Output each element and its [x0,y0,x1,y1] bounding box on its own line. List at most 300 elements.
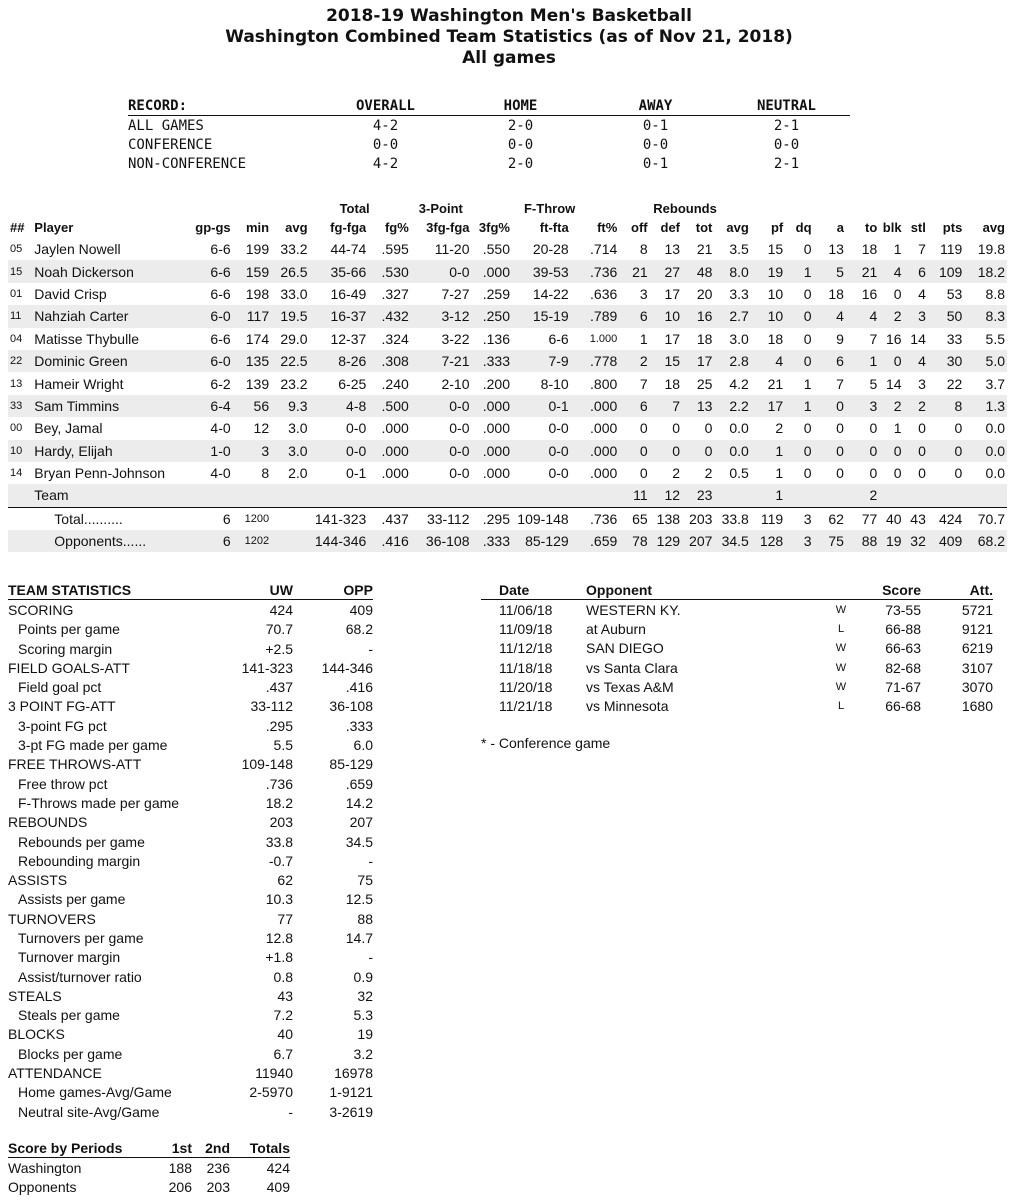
record-label: ALL GAMES [128,117,204,134]
stat-cell: 7 [869,330,878,347]
team-stat-uw: 5.5 [273,737,293,754]
stat-cell: 3 [233,440,271,462]
stat-cell: 0-0 [411,260,472,282]
team-stats-header: OPP [293,580,373,600]
stat-cell: 139 [245,375,270,392]
record-header-row [128,96,850,116]
column-header: gp-gs [195,220,231,235]
team-stat-row [8,832,373,851]
player-row [8,350,1007,372]
stat-cell: 1 [893,241,902,258]
schedule-row [481,639,993,658]
stat-cell: 16-49 [330,285,367,302]
stat-cell: 2 [846,484,879,507]
team-stat-opp: 88 [357,910,373,927]
stat-cell: 18 [828,285,844,302]
record-value: 0-0 [372,136,399,153]
stat-cell [571,484,620,507]
stat-cell: .736 [571,507,620,530]
stat-cell: 15 [767,241,784,258]
player-name: David Crisp [34,285,107,302]
column-header: avg [982,220,1005,235]
team-stat-uw: .437 [265,679,293,696]
schedule-header-date: Date [481,580,586,600]
team-stat-label: Points per game [18,621,120,638]
stat-cell: 199 [245,241,270,258]
periods-row [8,1158,290,1178]
team-stat-opp: 75 [357,872,373,889]
stat-cell: 0-0 [411,440,472,462]
team-stat-row [8,774,373,793]
team-stat-uw: 62 [277,872,293,889]
stat-cell: 3.5 [729,241,749,258]
team-stat-uw: +1.8 [265,949,293,966]
stat-cell: 0 [672,420,681,437]
team-stat-opp: 12.5 [345,891,373,908]
game-score: 66-63 [885,640,921,657]
game-score: 73-55 [885,601,921,618]
team-stat-uw: 70.7 [265,621,293,638]
team-stat-row [8,1044,373,1063]
stat-cell: 159 [233,260,271,282]
record-row [128,154,850,173]
stat-cell [904,484,928,507]
stat-cell: 129 [650,530,682,552]
record-value: 4-2 [372,155,399,172]
column-header: 3fg% [478,220,510,235]
total-label: Opponents...... [32,530,182,552]
stat-cell: 1200 [233,507,271,530]
stat-cell: 0 [785,440,813,462]
stat-cell: 0 [619,440,649,462]
stat-cell: 6-6 [548,330,569,347]
team-stat-row [8,658,373,677]
stat-cell [8,484,32,507]
stat-cell: 33.8 [714,507,750,530]
stat-cell: 5 [869,375,878,392]
schedule-table [481,580,993,751]
stat-cell: 88 [846,530,879,552]
stat-cell: 128 [751,530,785,552]
stat-cell: 19 [879,530,903,552]
game-attendance: 1680 [961,698,993,715]
stat-cell: 3.3 [729,285,749,302]
stat-cell: 1202 [233,530,271,552]
team-stat-label: Assists per game [18,891,126,908]
stat-cell: 27 [650,260,682,282]
team-stat-row [8,1083,373,1102]
team-stat-row [8,870,373,889]
periods-row [8,1178,290,1198]
stat-cell: 174 [245,330,270,347]
stat-cell: .714 [590,241,618,258]
stat-cell: 0 [893,285,902,302]
stat-cell: 48 [682,260,714,282]
team-stat-uw: 7.2 [273,1007,293,1024]
stat-cell: .659 [571,530,620,552]
game-date: 11/21/18 [499,698,553,715]
stat-cell: .000 [571,395,620,417]
team-stat-opp: 14.2 [345,794,373,811]
stat-cell: 39-53 [512,260,571,282]
record-value: 4-2 [372,117,399,134]
game-score: 82-68 [885,659,921,676]
game-date: 11/12/18 [499,640,553,657]
schedule-header-row [481,580,993,600]
stat-cell: 0 [803,420,812,437]
stat-cell: 6 [619,395,649,417]
stat-cell: 3 [639,285,648,302]
team-stat-label: Turnovers per game [18,929,144,946]
game-score: 71-67 [885,678,921,695]
stat-cell: 25 [696,375,713,392]
column-header: pf [770,220,784,235]
stat-cell: .000 [482,420,510,437]
stat-cell: 0.0 [985,420,1005,437]
record-value: 0-0 [773,136,800,153]
game-score: 66-68 [885,698,921,715]
stat-cell: .000 [472,260,512,282]
stat-cell: 30 [928,350,964,372]
stat-cell: 1 [846,350,879,372]
team-stat-row [8,1063,373,1082]
total-label: Total.......... [32,507,182,530]
game-opponent: SAN DIEGO [586,640,664,657]
stat-cell: .437 [368,507,411,530]
schedule-row [481,619,993,638]
stat-cell: 6-2 [210,375,231,392]
column-header: def [660,220,681,235]
player-row [8,328,1007,350]
stat-cell: 8.8 [985,285,1005,302]
column-header: tot [695,220,713,235]
stat-cell: 8 [261,465,270,482]
stat-cell: 0 [918,420,926,437]
team-stat-uw: +2.5 [265,640,293,657]
game-result: L [837,700,845,713]
team-stat-row [8,639,373,658]
report-title [0,6,1018,69]
game-date: 11/06/18 [499,601,553,618]
player-stats-table [8,199,1007,552]
stat-cell: 0 [639,465,648,482]
team-stat-row [8,1025,373,1044]
player-row [8,260,1007,282]
stat-cell: .333 [472,530,512,552]
stat-cell: 1 [751,440,785,462]
stat-cell: 43 [904,507,928,530]
stat-cell: 11 [8,305,32,327]
stat-cell: 7 [650,395,682,417]
stat-cell: .259 [482,285,510,302]
stat-cell: 21 [846,260,879,282]
team-stat-opp: 68.2 [345,621,373,638]
stat-cell: 0 [785,305,813,327]
stat-cell: 32 [904,530,928,552]
stat-cell: 119 [939,241,963,258]
group-header-rebounds: Rebounds [653,200,717,216]
stat-cell: 13 [664,241,681,258]
stat-cell: 34.5 [714,530,750,552]
stat-cell [8,507,32,530]
stat-cell: 135 [233,350,271,372]
stat-cell: .250 [472,305,512,327]
column-header: a [836,220,844,235]
stat-cell: 7 [639,375,648,392]
team-stat-uw: 77 [277,910,293,927]
stat-cell: 26.5 [271,260,309,282]
team-stat-label: Scoring margin [18,640,113,657]
stat-cell: 0.0 [985,465,1005,482]
stat-cell: 18 [664,375,681,392]
team-stat-opp: - [368,949,373,966]
stat-cell: 2 [672,465,681,482]
column-header: fg% [384,220,409,235]
stat-cell: 1.3 [964,395,1007,417]
team-stat-row [8,909,373,928]
stat-cell [512,484,571,507]
team-stat-uw: 2-5970 [249,1084,293,1101]
stat-cell [472,484,512,507]
stat-cell [271,507,309,530]
opponent-total-row [8,530,1007,552]
player-row [8,484,1007,507]
stat-cell: 3.7 [985,375,1005,392]
stat-cell [714,484,750,507]
stat-cell [814,484,846,507]
score-by-periods-table [8,1138,290,1197]
game-result: W [835,661,847,674]
periods-score: 203 [206,1179,230,1196]
stat-cell: 0-0 [548,465,569,482]
stat-cell: 12 [253,420,270,437]
stat-cell: 0 [869,420,878,437]
periods-header: Score by Periods [8,1138,148,1158]
stat-cell: .000 [571,440,620,462]
stat-cell: 0-1 [346,465,367,482]
title-line-2: Washington Combined Team Statistics (as of Nov 21, 2018) [225,27,793,47]
stat-cell: 6-6 [210,285,231,302]
stat-cell: 0 [846,440,879,462]
game-score: 66-88 [885,620,921,637]
team-stat-opp: 3-2619 [329,1103,373,1120]
stat-cell: 19.5 [271,305,309,327]
stat-cell: 19.8 [977,241,1005,258]
stat-cell: 4 [814,305,846,327]
team-stat-row [8,986,373,1005]
stat-cell [368,484,411,507]
stat-cell: 14 [10,467,23,480]
stat-cell: 198 [245,285,270,302]
team-stat-opp: 34.5 [345,833,373,850]
stat-cell: 56 [233,395,271,417]
stat-cell: .000 [590,420,618,437]
stat-cell: 17 [664,285,681,302]
team-stat-label: SCORING [8,601,74,618]
stat-cell: .530 [368,260,411,282]
record-value: 0-0 [507,136,534,153]
team-stats-header: UW [233,580,293,600]
stat-cell: .778 [571,350,620,372]
stat-cell: 4 [846,305,879,327]
stat-cell: 10 [8,440,32,462]
record-value: 0-0 [642,136,669,153]
stat-cell: 18 [861,241,878,258]
stat-cell: 0 [785,350,813,372]
stat-cell: 53 [946,285,963,302]
record-value: 2-1 [773,155,800,172]
stat-cell: 16 [861,285,878,302]
conference-footnote: * - Conference game [481,734,611,751]
team-stat-label: BLOCKS [8,1026,65,1043]
column-header-row [8,217,1007,238]
stat-cell [411,484,472,507]
team-statistics-table [8,580,373,1121]
stat-cell: 6 [814,350,846,372]
stat-cell: 23 [682,484,714,507]
stat-cell: .000 [368,440,411,462]
team-stats-header: TEAM STATISTICS [8,580,233,600]
record-value: 2-0 [507,117,534,134]
team-stat-opp: - [368,852,373,869]
stat-cell: .789 [571,305,620,327]
stat-cell: 2.8 [714,350,750,372]
team-stat-label: 3-point FG pct [18,717,107,734]
stat-cell: 8 [928,395,964,417]
stat-cell: 1 [803,375,812,392]
stat-cell: 85-129 [512,530,571,552]
stat-cell [928,484,964,507]
stat-cell: 17 [751,395,785,417]
stat-cell: 2 [879,395,903,417]
stat-cell: .308 [368,350,411,372]
stat-cell: 6-0 [182,350,233,372]
title-line-3: All games [462,48,556,68]
stat-cell: 10 [650,305,682,327]
schedule-row [481,696,993,715]
player-name: Noah Dickerson [32,260,182,282]
game-result: W [835,642,847,655]
stat-cell: 0 [836,465,844,482]
team-stat-row [8,620,373,639]
group-header-total: Total [339,200,370,216]
game-opponent: WESTERN KY. [586,601,681,618]
stat-cell: 6-25 [338,375,367,392]
stat-cell: 15-19 [512,305,571,327]
stat-cell: 3-22 [441,330,470,347]
stat-cell: .500 [368,395,411,417]
stat-cell: 0-0 [548,420,569,437]
stat-cell: 1.000 [589,332,618,345]
team-stat-opp: 409 [349,601,373,618]
player-name: Matisse Thybulle [34,330,140,347]
record-header: RECORD: [128,96,318,116]
stat-cell: 6 [182,507,233,530]
game-result: W [835,603,847,616]
stat-cell: 10 [767,285,784,302]
stat-cell: 0-0 [449,465,470,482]
stat-cell: 7 [836,375,844,392]
stat-cell: 12-37 [330,330,367,347]
record-value: 2-1 [773,117,800,134]
stat-cell: 8.3 [964,305,1007,327]
stat-cell: 1 [775,465,784,482]
team-stat-opp: 14.7 [345,929,373,946]
team-stat-row [8,1006,373,1025]
team-stat-uw: 11940 [255,1065,293,1082]
stat-cell: 0 [879,440,903,462]
column-header: pts [942,220,963,235]
stat-cell: 21 [619,260,649,282]
stat-cell: 119 [751,507,785,530]
stat-cell: 144-346 [310,530,369,552]
player-name: Bey, Jamal [34,420,103,437]
record-label: CONFERENCE [128,136,213,153]
stat-cell: 2 [879,305,903,327]
game-attendance: 5721 [961,601,993,618]
stat-cell [964,484,1007,507]
team-stat-row [8,677,373,696]
stat-cell: .333 [472,350,512,372]
game-opponent: vs Minnesota [586,698,669,715]
stat-cell: 13 [682,395,714,417]
team-stat-uw: 0.8 [273,968,293,985]
stat-cell: 6 [904,260,928,282]
column-header: dq [795,220,812,235]
game-opponent: at Auburn [586,620,646,637]
stat-cell: .327 [381,285,409,302]
stat-cell [879,484,903,507]
stat-cell: 35-66 [310,260,369,282]
stat-cell: 0 [803,285,812,302]
team-stat-row [8,735,373,754]
stat-cell: 0 [814,395,846,417]
stat-cell: .240 [381,375,409,392]
team-stat-row [8,716,373,735]
game-date: 11/09/18 [499,620,553,637]
game-date: 11/20/18 [499,678,553,695]
stat-cell: 141-323 [310,507,369,530]
stat-cell: 05 [10,243,23,256]
record-header: AWAY [588,96,723,116]
stat-cell: 23.2 [280,375,308,392]
stat-cell: 3 [785,507,813,530]
record-table [128,96,850,173]
stat-cell: 4-8 [310,395,369,417]
stat-cell: 16-37 [310,305,369,327]
column-header: ft-fta [539,220,569,235]
stat-cell: 3 [846,395,879,417]
stat-cell: 6-0 [182,305,233,327]
stat-cell: 33.2 [280,241,308,258]
stat-cell: .432 [368,305,411,327]
stat-cell: 33 [8,395,32,417]
stat-cell: 0 [954,465,963,482]
stat-cell: 0-0 [411,395,472,417]
stat-cell: 3-12 [411,305,472,327]
team-stat-uw: 40 [277,1026,293,1043]
stat-cell: 2 [704,465,713,482]
stat-cell: .736 [571,260,620,282]
team-stat-label: Free throw pct [18,775,108,792]
team-stats-header-row [8,580,373,600]
player-name: Jaylen Nowell [34,241,121,258]
stat-cell: 04 [10,332,23,345]
stat-cell: 9.3 [271,395,309,417]
stat-cell: 0 [803,465,812,482]
column-header: ## [10,220,25,235]
stat-cell: 7-9 [512,350,571,372]
